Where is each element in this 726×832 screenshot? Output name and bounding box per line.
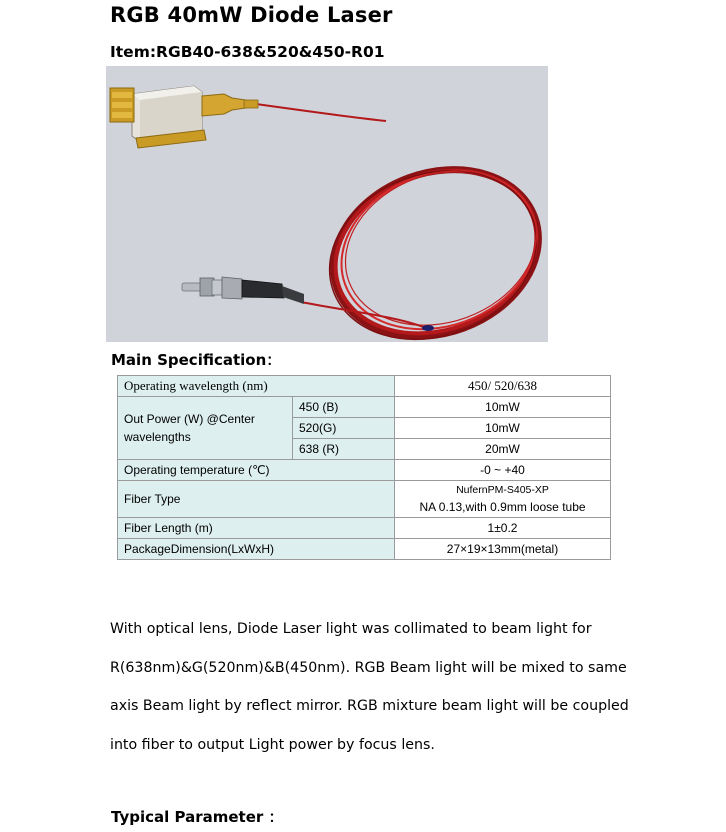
document-title: RGB 40mW Diode Laser [110, 3, 393, 27]
laser-module-illustration [106, 66, 548, 342]
laser-module-body [110, 86, 258, 148]
spec-value: 10mW [395, 418, 611, 439]
power-band: 520(G) [293, 418, 395, 439]
product-image [106, 66, 548, 342]
power-band: 450 (B) [293, 397, 395, 418]
spec-label: Operating temperature (℃) [118, 460, 395, 481]
fiber-type-line: NufernPM-S405-XP [456, 484, 549, 496]
spec-label: Fiber Length (m) [118, 518, 395, 539]
spec-label: Fiber Type [118, 481, 395, 518]
fiber-type-line: NA 0.13,with 0.9mm loose tube [419, 500, 586, 514]
description-line: With optical lens, Diode Laser light was collimated to beam light for [110, 621, 592, 637]
power-band: 638 (R) [293, 439, 395, 460]
spec-value: 450/ 520/638 [395, 376, 611, 397]
table-row [118, 460, 611, 481]
description-line: axis Beam light by reflect mirror. RGB mixture beam light will be coupled [110, 698, 629, 714]
description-line: into fiber to output Light power by focus lens. [110, 736, 435, 753]
spec-value [395, 481, 611, 518]
spec-value: 1±0.2 [395, 518, 611, 539]
table-row [118, 397, 611, 418]
table-row [118, 376, 611, 397]
spec-value: 10mW [395, 397, 611, 418]
table-row [118, 518, 611, 539]
spec-value: 27×19×13mm(metal) [395, 539, 611, 560]
typical-parameter-heading: Typical Parameter ： [111, 808, 284, 826]
table-row [118, 539, 611, 560]
item-code: Item:RGB40-638&520&450-R01 [110, 43, 385, 61]
spec-label: PackageDimension(LxWxH) [118, 539, 395, 560]
spec-value: 20mW [395, 439, 611, 460]
fiber-connector [182, 277, 304, 304]
spec-table [117, 375, 611, 560]
description-paragraph [110, 610, 670, 764]
spec-label: Out Power (W) @Center wavelengths [118, 397, 293, 460]
spec-value: -0 ~ +40 [395, 460, 611, 481]
spec-label: Operating wavelength (nm) [118, 376, 395, 397]
description-line: R(638nm)&G(520nm)&B(450nm). RGB Beam light will be mixed to same [110, 659, 627, 676]
main-spec-heading: Main Specification： [111, 351, 282, 369]
table-row [118, 481, 611, 518]
